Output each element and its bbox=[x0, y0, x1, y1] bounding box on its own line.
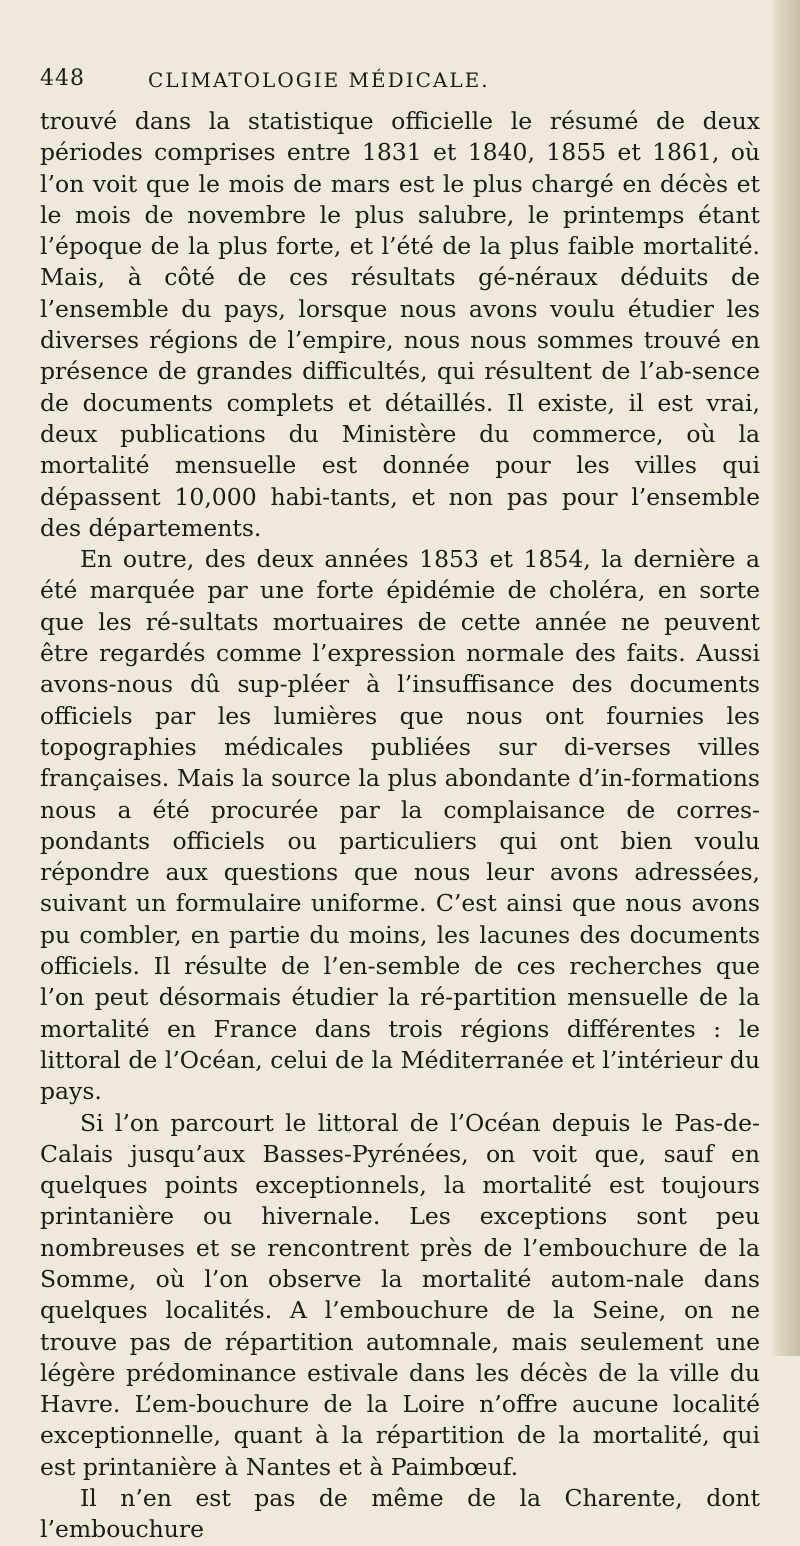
paragraph-3: Si l’on parcourt le littoral de l’Océan depuis le Pas-de-Calais jusqu’aux Basses-Pyrénées, on voit que, sauf en quelques points exceptionnels, la mortalité est toujours printanière ou hivernale. Les exceptions sont peu nombreuses et se rencontrent près de l’embouchure de la Somme, où l’on observe la mortalité autom-nale dans quelques localités. A l’embouchure de la Seine, on ne trouve pas de répartition automnale, mais seulement une légère prédominance estivale dans les décès de la ville du Havre. L’em-bouchure de la Loire n’offre aucune localité exceptionnelle, quant à la répartition de la mortalité, qui est printanière à Nantes et à Paimbœuf. bbox=[40, 1108, 760, 1481]
page-edge-shadow bbox=[772, 0, 800, 1356]
paragraph-4: Il n’en est pas de même de la Charente, dont l’embouchure bbox=[40, 1484, 760, 1544]
running-title: CLIMATOLOGIE MÉDICALE. bbox=[148, 68, 490, 92]
body-text bbox=[40, 106, 760, 1546]
page-number: 448 bbox=[40, 66, 85, 91]
paragraph-2: En outre, des deux années 1853 et 1854, la dernière a été marquée par une forte épidémie de choléra, en sorte que les ré-sultats mortuaires de cette année ne peuvent être regardés comme l’expression normale des faits. Aussi avons-nous dû sup-pléer à l’insuffisance des documents officiels par les lumières que nous ont fournies les topographies médicales publiées sur di-verses villes françaises. Mais la source la plus abondante d’in-formations nous a été procurée par la complaisance de corres-pondants officiels ou particuliers qui ont bien voulu répondre aux questions que nous leur avons adressées, suivant un formulaire uniforme. C’est ainsi que nous avons pu combler, en partie du moins, les lacunes des documents officiels. Il résulte de l’en-semble de ces recherches que l’on peut désormais étudier la ré-partition mensuelle de la mortalité en France dans trois régions différentes : le littoral de l’Océan, celui de la Méditerranée et l’intérieur du pays. bbox=[40, 545, 760, 1106]
paragraph-1: trouvé dans la statistique officielle le résumé de deux périodes comprises entre 1831 et 1840, 1855 et 1861, où l’on voit que le mois de mars est le plus chargé en décès et le mois de novembre le plus salubre, le printemps étant l’époque de la plus forte, et l’été de la plus faible mortalité. Mais, à côté de ces résultats gé-néraux déduits de l’ensemble du pays, lorsque nous avons voulu étudier les diverses régions de l’empire, nous nous sommes trouvé en présence de grandes difficultés, qui résultent de l’ab-sence de documents complets et détaillés. Il existe, il est vrai, deux publications du Ministère du commerce, où la mortalité mensuelle est donnée pour les villes qui dépassent 10,000 habi-tants, et non pas pour l’ensemble des départements. bbox=[40, 107, 760, 542]
page-header bbox=[40, 66, 760, 106]
book-page bbox=[40, 66, 760, 1546]
